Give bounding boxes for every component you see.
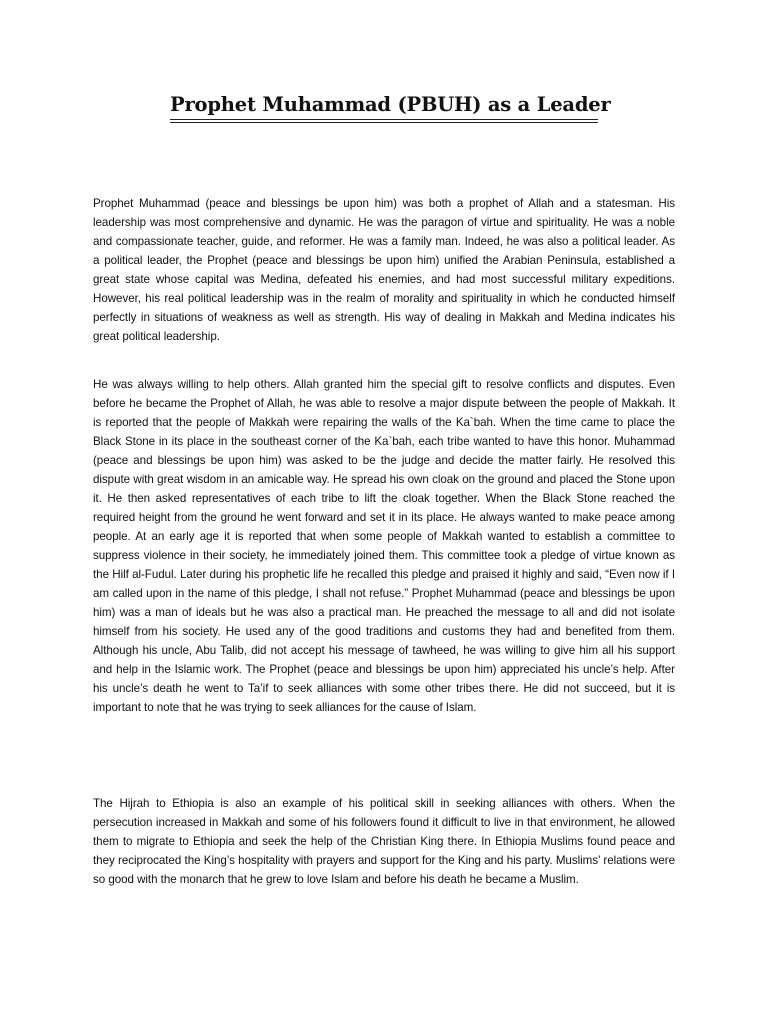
paragraph-2: He was always willing to help others. Allah granted him the special gift to resolve conflicts and disputes. Even before he became the Prophet of Allah, he was able to resolve a major dispute between the people of Makkah. It is reported that the people of Makkah were repairing the walls of the Ka`bah. When the time came to place the Black Stone in its place in the southeast corner of the Ka`bah, each tribe wanted to have this honor. Muhammad (peace and blessings be upon him) was asked to be the judge and decide the matter fairly. He resolved this dispute with great wisdom in an amicable way. He spread his own cloak on the ground and placed the Stone upon it. He then asked representatives of each tribe to lift the cloak together. When the Black Stone reached the required height from the ground he went forward and set it in its place. He always wanted to make peace among people. At an early age it is reported that when some people of Makkah wanted to establish a committee to suppress violence in their society, he immediately joined them. This committee took a pledge of virtue known as the Hilf al-Fudul. Later during his prophetic life he recalled this pledge and praised it highly and said, “Even now if I am called upon in the name of this pledge, I shall not refuse.” Prophet Muhammad (peace and blessings be upon him) was a man of ideals but he was also a practical man. He preached the message to all and did not isolate himself from his society. He used any of the good traditions and customs they had and benefited from them. Although his uncle, Abu Talib, did not accept his message of tawheed, he was willing to give him all his support and help in the Islamic work. The Prophet (peace and blessings be upon him) appreciated his uncle’s help. After his uncle’s death he went to Ta’if to seek alliances with some other tribes there. He did not succeed, but it is important to note that he was trying to seek alliances for the cause of Islam.	[93, 378, 675, 714]
paragraph-3: The Hijrah to Ethiopia is also an example of his political skill in seeking alliances with others. When the persecution increased in Makkah and some of his followers found it difficult to live in that environment, he allowed them to migrate to Ethiopia and seek the help of the Christian King there. In Ethiopia Muslims found peace and they reciprocated the King’s hospitality with prayers and support for the King and his party. Muslims’ relations were so good with the monarch that he grew to love Islam and before his death he became a Muslim.	[93, 797, 675, 886]
paragraph-1: Prophet Muhammad (peace and blessings be upon him) was both a prophet of Allah and a statesman. His leadership was most comprehensive and dynamic. He was the paragon of virtue and spirituality. He was a noble and compassionate teacher, guide, and reformer. He was a family man. Indeed, he was also a political leader. As a political leader, the Prophet (peace and blessings be upon him) unified the Arabian Peninsula, established a great state whose capital was Medina, defeated his enemies, and had most successful military expeditions. However, his real political leadership was in the realm of morality and spirituality in which he conducted himself perfectly in situations of weakness as well as strength. His way of dealing in Makkah and Medina indicates his great political leadership.	[93, 197, 675, 343]
title-underline-top	[170, 119, 598, 120]
title-block	[170, 92, 611, 118]
page-title: Prophet Muhammad (PBUH) as a Leader	[170, 93, 611, 116]
title-underline-bottom	[170, 122, 598, 123]
